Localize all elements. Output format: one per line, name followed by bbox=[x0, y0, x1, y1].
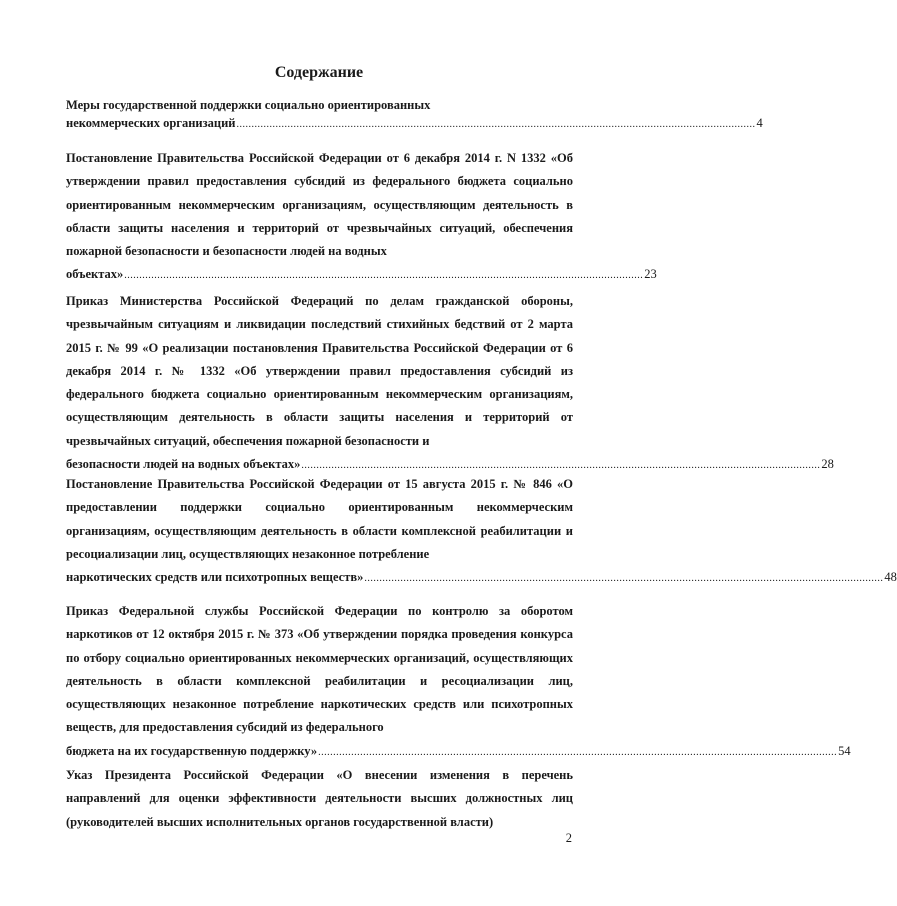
toc-entry[interactable] bbox=[66, 600, 851, 764]
toc-page-number: 4 bbox=[756, 116, 763, 130]
toc-entry-last-line: объектах» bbox=[66, 267, 124, 282]
toc-leader-dots: ............................................................................................................................................................................. bbox=[236, 119, 756, 130]
toc-page-number: 23 bbox=[644, 267, 657, 282]
page-number: 2 bbox=[565, 831, 572, 845]
toc-entry-text: Приказ Министерства Российской Федераций по делам гражданской обороны, чрезвычайным ситуациям и ликвидации последствий стихийных бедствий от 2 марта 2015 г. № 99 «О реализации постановления Правительства Российской Федерации от 6 декабря 2014 г. № 1332 «Об утверждении правил предоставления субсидий из федерального бюджета социально ориентированным некоммерческим организациям, осуществляющим деятельность в области защиты населения и территорий от чрезвычайных ситуаций, обеспечения пожарной безопасности и bbox=[66, 294, 573, 448]
toc-entry[interactable] bbox=[66, 290, 834, 477]
toc-entry-text: Приказ Федеральной службы Российской Федерации по контролю за оборотом наркотиков от 12 октября 2015 г. № 373 «Об утверждении порядка проведения конкурса по отбору социально ориентированных некоммерческих организаций, осуществляющих деятельность в области комплексной реабилитации и ресоциализации лиц, осуществляющих незаконное потребление наркотических средств или психотропных веществ, для предоставления субсидий из федерального bbox=[66, 604, 573, 735]
toc-entry-last-line: безопасности людей на водных объектах» bbox=[66, 457, 301, 472]
toc-entry-text: Постановление Правительства Российской Федерации от 6 декабря 2014 г. N 1332 «Об утверждении правил предоставления субсидий из федерального бюджета социально ориентированным некоммерческим организациям, осуществляющим деятельность в области защиты населения и территорий от чрезвычайных ситуаций, обеспечения пожарной безопасности и безопасности людей на водных bbox=[66, 151, 573, 259]
toc-entry-text: Меры государственной поддержки социально ориентированных bbox=[66, 98, 431, 112]
toc-leader-dots: ............................................................................................................................................................................. bbox=[124, 270, 644, 282]
toc-leader-dots: ............................................................................................................................................................................. bbox=[318, 746, 838, 758]
toc-leader-dots: ............................................................................................................................................................................. bbox=[301, 460, 821, 472]
toc-entry[interactable] bbox=[66, 147, 657, 288]
toc-entry-last-line: наркотических средств или психотропных веществ» bbox=[66, 570, 364, 585]
toc-page-number: 54 bbox=[838, 743, 851, 758]
toc-leader-dots: ............................................................................................................................................................................. bbox=[364, 573, 884, 585]
toc-entry-last-line: бюджета на их государственную поддержку» bbox=[66, 743, 318, 758]
toc-entry-text: Указ Президента Российской Федерации «О внесении изменения в перечень направлений для оценки эффективности деятельности высших должностных лиц (руководителей высших исполнительных органов государственной власти) bbox=[66, 768, 573, 829]
toc-page-number: 48 bbox=[884, 570, 897, 585]
toc-entry-last-line: некоммерческих организаций bbox=[66, 116, 236, 130]
toc-entry[interactable] bbox=[66, 473, 897, 590]
toc-entry[interactable] bbox=[66, 96, 763, 134]
toc-title: Содержание bbox=[274, 64, 364, 81]
toc-page-number: 28 bbox=[821, 457, 834, 472]
toc-entry-text: Постановление Правительства Российской Федерации от 15 августа 2015 г. № 846 «О предоставлении поддержки социально ориентированным некоммерческим организациям, осуществляющим деятельность в области комплексной реабилитации и ресоциализации лиц, осуществляющих незаконное потребление bbox=[66, 477, 573, 561]
toc-entry[interactable] bbox=[66, 764, 573, 834]
